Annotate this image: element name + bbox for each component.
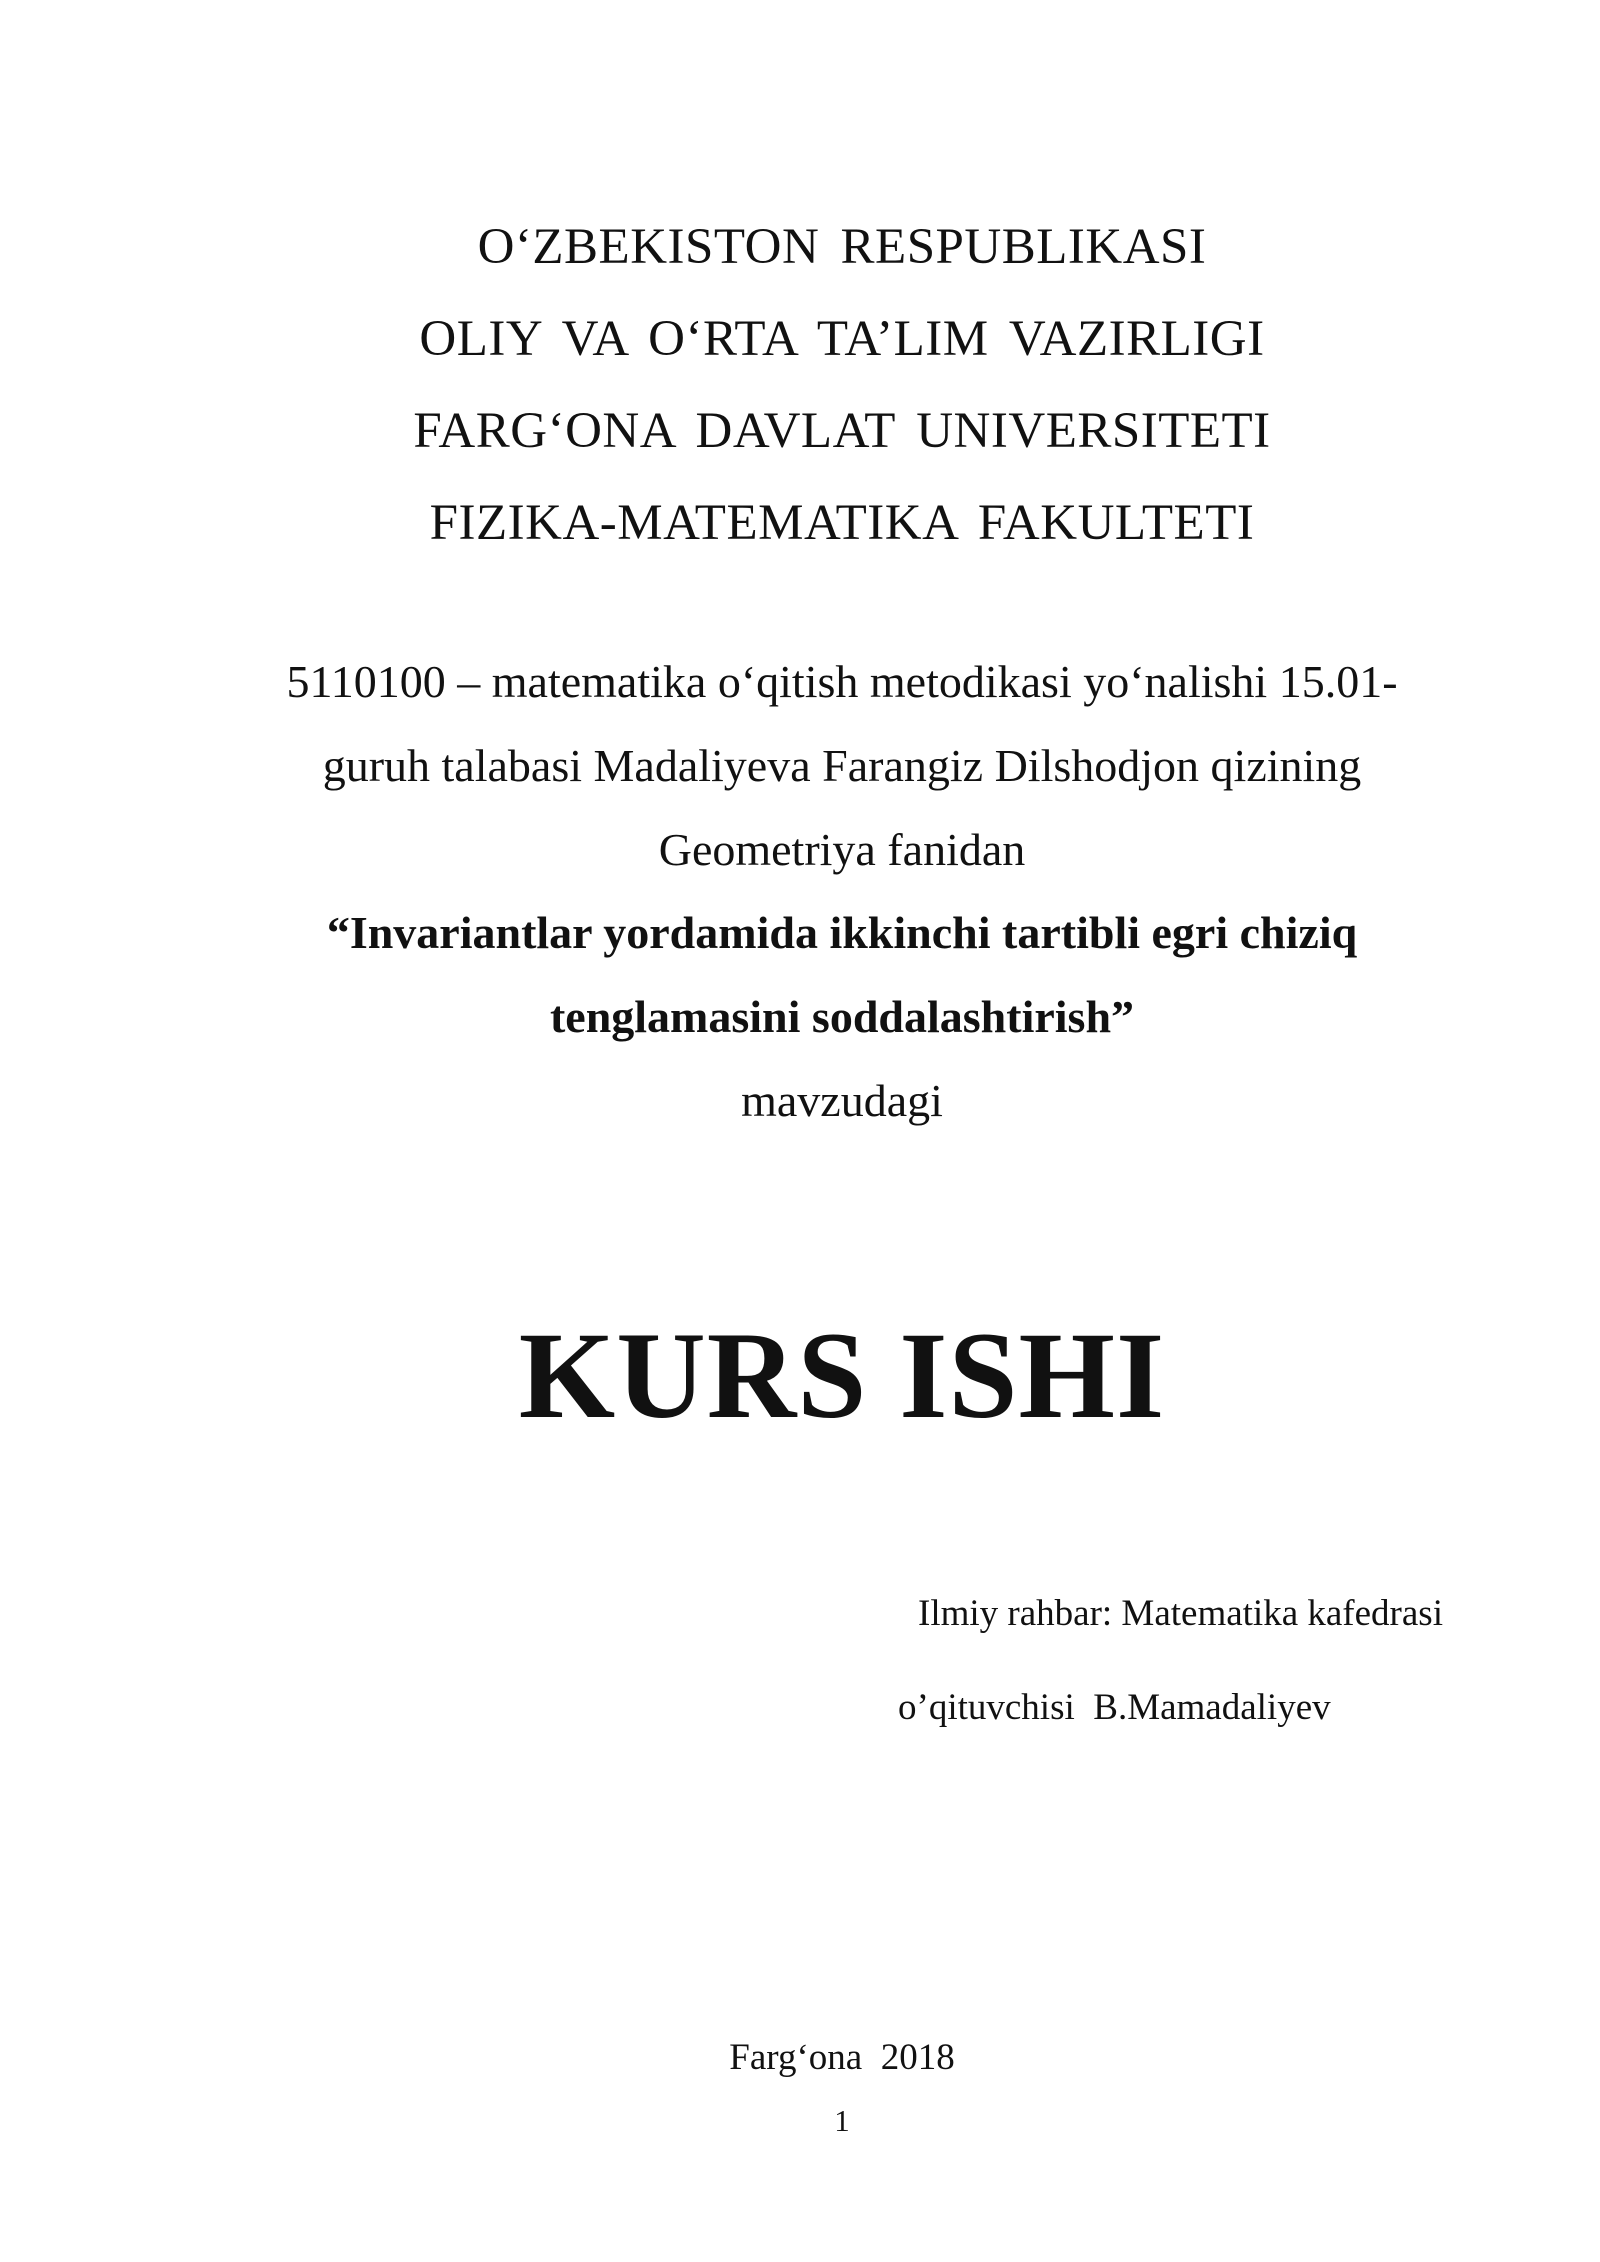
republic-heading: O‘ZBEKISTON RESPUBLIKASI: [477, 219, 1207, 275]
topic-title-line-1: “Invariantlar yordamida ikkinchi tartibli egri chiziq: [326, 907, 1358, 958]
student-program-line: 5110100 – matematika o‘qitish metodikasi yo‘nalishi 15.01-: [286, 656, 1398, 707]
faculty-heading: FIZIKA-MATEMATIKA FAKULTETI: [429, 495, 1255, 551]
subject-line: Geometriya fanidan: [658, 824, 1026, 875]
ministry-heading: OLIY VA O‘RTA TA’LIM VAZIRLIGI: [419, 311, 1265, 367]
topic-suffix: mavzudagi: [741, 1075, 943, 1126]
supervisor-line-1: Ilmiy rahbar: Matematika kafedrasi: [918, 1593, 1443, 1634]
student-name-line: guruh talabasi Madaliyeva Farangiz Dilshodjon qizining: [322, 740, 1362, 791]
document-type-title: KURS ISHI: [518, 1307, 1166, 1444]
topic-title-line-2: tenglamasini soddalashtirish”: [549, 991, 1135, 1042]
place-and-year: Farg‘ona 2018: [729, 2037, 955, 2078]
university-heading: FARG‘ONA DAVLAT UNIVERSITETI: [413, 403, 1271, 459]
page-number: 1: [834, 2103, 850, 2138]
supervisor-line-2: o’qituvchisi B.Mamadaliyev: [898, 1687, 1331, 1728]
